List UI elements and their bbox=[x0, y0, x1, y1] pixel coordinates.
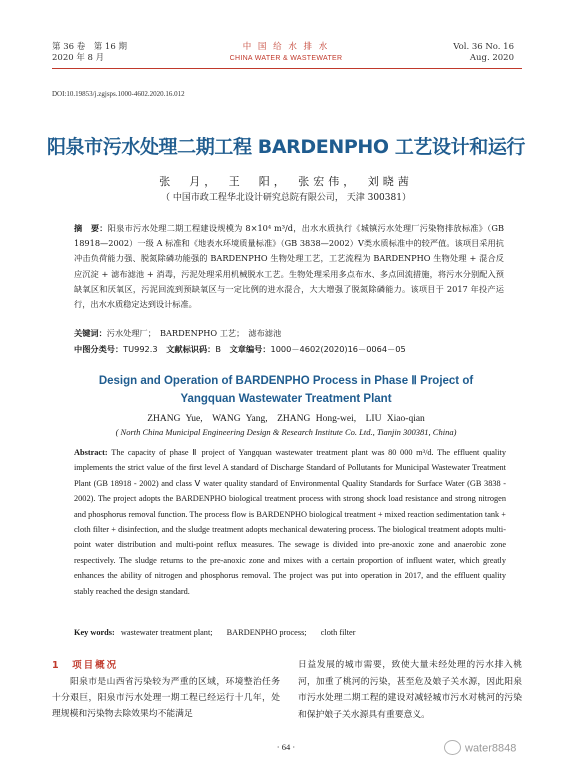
abstract-en-text: The capacity of phase Ⅱ project of Yangquan wastewater treatment plant was 80 000 m³/d. The effluent quality implements the strict value of the first level A standard of Discharge Standard of Pollutants for Municipal Wastewater Treatment Plant (GB 18918 - 2002) and class Ⅴ water quality standard of Environmental Quality Standards for Surface Water (GB 3838 - 2002). The project adopts the BARDENPHO biological treatment process with strong shock load resistance and strong nitrogen and phosphorus removal function. The process flow is BARDENPHO biological treatment + mixed reaction sedimentation tank + cloth filter + disinfection, and the sludge treatment adopts mechanical dewatering process. The biological treatment adopts multi-point water distribution and multi-point reflux measures. The sewage is divided into pre-anoxic zone and anaerobic zone respectively. The sludge returns to the pre-anoxic zone and mixes with a certain proportion of influent water, which greatly enhances the ability of nitrogen and phosphorus removal. The project was put into operation in 2017, and the effluent quality stably reached the design standard. bbox=[74, 448, 506, 596]
article-title-en bbox=[40, 372, 532, 408]
keyword-en-2: BARDENPHO process; bbox=[226, 628, 307, 637]
issue-date-cn: 2020 年 8 月 bbox=[52, 53, 105, 63]
keyword-en-1: wastewater treatment plant; bbox=[120, 628, 213, 637]
doi: DOI:10.19853/j.zgjsps.1000-4602.2020.16.012 bbox=[52, 90, 185, 98]
article-no-value: 1000－4602(2020)16－0064－05 bbox=[270, 344, 406, 354]
authors-en: ZHANG Yue, WANG Yang, ZHANG Hong-wei, LIU Xiao-qian bbox=[147, 414, 425, 424]
title-en-line1: Design and Operation of BARDENPHO Process in Phase Ⅱ Project of bbox=[98, 375, 474, 387]
volume-issue-cn: 第 36 卷 第 16 期 bbox=[52, 42, 127, 52]
journal-name-cn: 中 国 给 水 排 水 bbox=[242, 42, 330, 52]
journal-name-en: CHINA WATER & WASTEWATER bbox=[229, 55, 343, 62]
issue-date-en: Aug. 2020 bbox=[469, 53, 514, 63]
affiliation-en: ( North China Municipal Engineering Design & Research Institute Co. Ltd., Tianjin 300381, China) bbox=[115, 427, 457, 437]
clc-label: 中图分类号： bbox=[74, 344, 124, 354]
watermark bbox=[444, 741, 516, 756]
volume-issue-en: Vol. 36 No. 16 bbox=[453, 42, 514, 52]
classification-line bbox=[74, 343, 514, 355]
article-no-label: 文章编号： bbox=[229, 344, 271, 354]
doc-code-label: 文献标识码： bbox=[166, 344, 216, 354]
journal-name bbox=[200, 42, 372, 64]
keywords-cn-label: 关键词： bbox=[74, 328, 107, 338]
wechat-logo-icon bbox=[444, 740, 461, 755]
header-issue-cn bbox=[52, 42, 127, 64]
keywords-en-label: Key words: bbox=[74, 628, 115, 637]
abstract-cn-label: 摘 要： bbox=[74, 223, 108, 233]
abstract-cn bbox=[74, 221, 504, 312]
title-en-line2: Yangquan Wastewater Treatment Plant bbox=[180, 393, 392, 405]
header-issue-en bbox=[453, 42, 514, 64]
abstract-en-label: Abstract: bbox=[74, 448, 108, 457]
watermark-text: water8848 bbox=[465, 742, 517, 755]
page-number: · 64 · bbox=[276, 742, 296, 752]
authors-cn: 张 月， 王 阳， 张宏伟， 刘晓茜 bbox=[159, 175, 413, 188]
affiliation-cn: （ 中国市政工程华北设计研究总院有限公司， 天津 300381） bbox=[161, 193, 411, 203]
clc-value: TU992.3 bbox=[123, 344, 158, 354]
body-column-left: 阳泉市是山西省污染较为严重的区域，环境整治任务十分艰巨，阳泉市污水处理一期工程已经运行十几年，处理规模和污染物去除效果均不能满足 bbox=[52, 677, 280, 719]
header-divider bbox=[52, 68, 522, 69]
keywords-en bbox=[74, 628, 356, 637]
section-heading: 1 项目概况 bbox=[52, 660, 119, 671]
keywords-cn bbox=[74, 327, 281, 339]
article-title-cn: 阳泉市污水处理二期工程 BARDENPHO 工艺设计和运行 bbox=[46, 136, 526, 158]
abstract-en bbox=[74, 445, 506, 599]
abstract-cn-text: 阳泉市污水处理二期工程建设规模为 8×10⁴ m³/d，出水水质执行《城镇污水处理厂污染物排放标准》（GB 18918—2002）一级 A 标准和《地表水环境质量标准》（GB 3838—2002）Ⅴ类水质标准中的较严值。该项目采用抗冲击负荷能力强、脱氮除磷功能强的 BARDENPHO 生物处理工艺，工艺流程为 BARDENPHO 生物处理 + 混合反应沉淀 + 滤布滤池 + 消毒，污泥处理采用机械脱水工艺。生物处理采用多点布水、多点回流措施，将污水分别配入预缺氧区和厌氧区，污泥回流到预缺氧区与一定比例的进水混合，大大增强了脱氮除磷能力。该项目于 2017 年投产运行，出水水质稳定达到设计标准。 bbox=[74, 223, 504, 310]
keywords-cn-text: 污水处理厂； BARDENPHO 工艺； 滤布滤池 bbox=[106, 328, 282, 338]
doc-code-value: B bbox=[215, 344, 221, 354]
body-column-right: 日益发展的城市需要，致使大量未经处理的污水排入桃河，加重了桃河的污染，甚至危及娘子关水源，因此阳泉市污水处理二期工程的建设对减轻城市污水对桃河的污染和保护娘子关水源具有重要意义。 bbox=[298, 660, 522, 720]
keyword-en-3: cloth filter bbox=[320, 628, 356, 637]
